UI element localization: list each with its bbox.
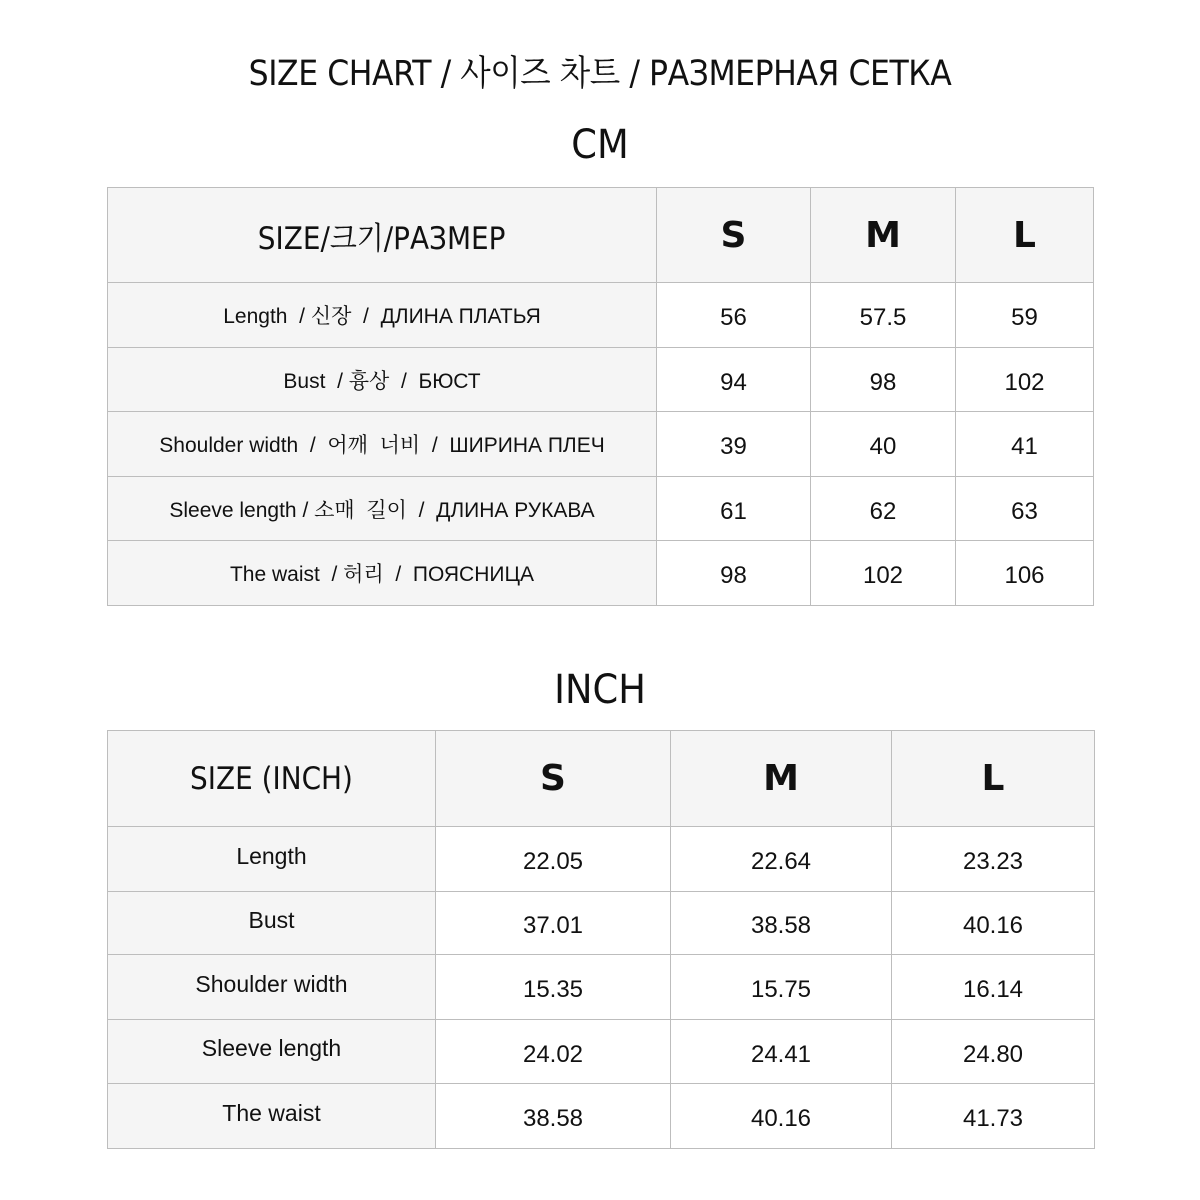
row-label-waist	[108, 541, 657, 606]
inch-header-label-cell	[108, 731, 436, 827]
row-label-bust: Bust	[108, 892, 436, 955]
value-cell: 106	[956, 541, 1094, 606]
cm-size-table	[107, 187, 1094, 606]
value-cell: 63	[956, 477, 1094, 541]
value-cell: 56	[657, 283, 811, 348]
row-label-shoulder-width	[108, 412, 657, 477]
value-cell: 57.5	[811, 283, 956, 348]
value-cell: 15.35	[436, 955, 671, 1020]
value-cell: 23.23	[892, 827, 1095, 892]
cm-header-label-cell	[108, 188, 657, 283]
value-cell: 40	[811, 412, 956, 477]
page-title: SIZE CHART / 사이즈 차트 / РАЗМЕРНАЯ СЕТКА	[248, 54, 952, 94]
value-cell: 38.58	[671, 892, 892, 955]
row-label-text: The waist / 허리 / ПОЯСНИЦА	[229, 563, 535, 586]
cm-header-row	[108, 188, 1094, 283]
table-row	[108, 477, 1094, 541]
table-row	[108, 541, 1094, 606]
value-cell: 24.41	[671, 1020, 892, 1084]
cm-header-size-s: S	[657, 188, 811, 283]
value-cell: 22.05	[436, 827, 671, 892]
value-cell: 41.73	[892, 1084, 1095, 1149]
value-cell: 22.64	[671, 827, 892, 892]
value-cell: 15.75	[671, 955, 892, 1020]
cm-header-size-l: L	[956, 188, 1094, 283]
cm-section-title: CM	[571, 122, 629, 168]
table-row	[108, 827, 1095, 892]
value-cell: 37.01	[436, 892, 671, 955]
value-cell: 40.16	[671, 1084, 892, 1149]
row-label-length: Length	[108, 827, 436, 892]
table-row	[108, 348, 1094, 412]
row-label-text: Bust / 흉상 / БЮСТ	[283, 369, 481, 393]
row-label-length	[108, 283, 657, 348]
table-row	[108, 955, 1095, 1020]
table-row	[108, 283, 1094, 348]
row-label-sleeve-length	[108, 477, 657, 541]
value-cell: 102	[811, 541, 956, 606]
inch-size-table	[107, 730, 1095, 1149]
inch-header-label: SIZE (INCH)	[190, 760, 353, 797]
inch-section-title: INCH	[554, 667, 646, 713]
value-cell: 38.58	[436, 1084, 671, 1149]
row-label-waist: The waist	[108, 1084, 436, 1149]
row-label-text: Sleeve length / 소매 길이 / ДЛИНА РУКАВА	[169, 498, 595, 522]
value-cell: 39	[657, 412, 811, 477]
value-cell: 24.02	[436, 1020, 671, 1084]
inch-header-size-s: S	[436, 731, 671, 827]
row-label-bust	[108, 348, 657, 412]
value-cell: 40.16	[892, 892, 1095, 955]
row-label-shoulder-width: Shoulder width	[108, 955, 436, 1020]
value-cell: 61	[657, 477, 811, 541]
table-row	[108, 412, 1094, 477]
inch-header-size-m: M	[671, 731, 892, 827]
inch-header-size-l: L	[892, 731, 1095, 827]
inch-header-row	[108, 731, 1095, 827]
cm-header-label: SIZE/크기/РАЗМЕР	[258, 220, 506, 257]
value-cell: 98	[811, 348, 956, 412]
value-cell: 102	[956, 348, 1094, 412]
value-cell: 62	[811, 477, 956, 541]
value-cell: 41	[956, 412, 1094, 477]
table-row	[108, 892, 1095, 955]
value-cell: 94	[657, 348, 811, 412]
value-cell: 16.14	[892, 955, 1095, 1020]
value-cell: 59	[956, 283, 1094, 348]
value-cell: 98	[657, 541, 811, 606]
cm-header-size-m: M	[811, 188, 956, 283]
table-row	[108, 1020, 1095, 1084]
value-cell: 24.80	[892, 1020, 1095, 1084]
row-label-text: Length / 신장 / ДЛИНА ПЛАТЬЯ	[223, 305, 541, 328]
table-row	[108, 1084, 1095, 1149]
row-label-sleeve-length: Sleeve length	[108, 1020, 436, 1084]
row-label-text: Shoulder width / 어깨 너비 / ШИРИНА ПЛЕЧ	[159, 434, 605, 457]
